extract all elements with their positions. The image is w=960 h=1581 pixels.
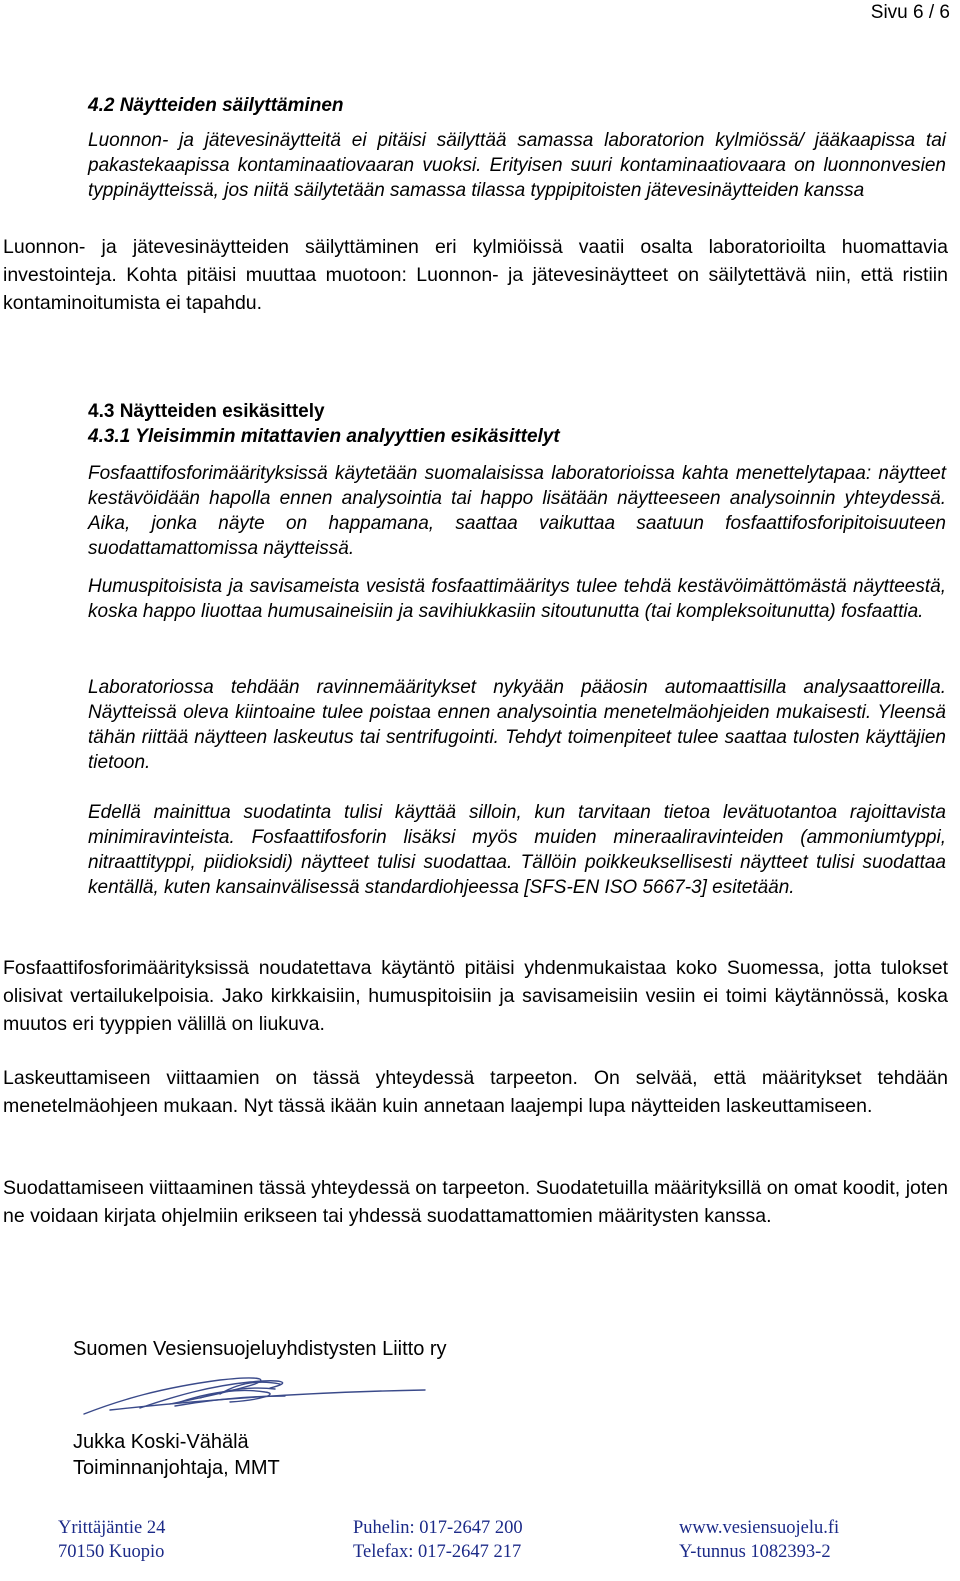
quoted-paragraph-2: Humuspitoisista ja savisameista vesistä fosfaattimääritys tulee tehdä kestävöimättömästä näytteestä, koska happo liuottaa humusaineisiin ja savihiukkasiin sitoutunutta (tai kompleksoitunutta) fosfaattia. xyxy=(88,576,946,622)
footer-address-line2: 70150 Kuopio xyxy=(58,1542,165,1562)
footer-address xyxy=(58,1516,165,1564)
footer-address-line1: Yrittäjäntie 24 xyxy=(58,1518,166,1538)
footer-contact xyxy=(353,1516,523,1564)
section-4-3-heading: 4.3 Näytteiden esikäsittely xyxy=(88,401,325,422)
organization-name: Suomen Vesiensuojeluyhdistysten Liitto ry xyxy=(73,1338,447,1360)
comment-paragraph-2: Laskeuttamiseen viittaamien on tässä yhteydessä tarpeeton. On selvää, että määritykset tehdään menetelmäohjeen mukaan. Nyt tässä ikään kuin annetaan laajempi lupa näytteiden laskeuttamiseen. xyxy=(3,1067,948,1117)
quoted-paragraph-1: Fosfaattifosforimäärityksissä käytetään suomalaisissa laboratorioissa kahta menettelytapaa: näytteet kestävöidään hapolla ennen analysointia tai happo lisätään näytteeseen analysoinnin yhteydessä. Aika, jonka näyte on happamana, saattaa vaikuttaa saatuun fosfaattifosforipitoisuuteen suodattamattomissa näytteissä. xyxy=(88,463,946,559)
comment-paragraph-1: Fosfaattifosforimäärityksissä noudatettava käytäntö pitäisi yhdenmukaistaa koko Suomessa, jotta tulokset olisivat vertailukelpoisia. Jako kirkkaisiin, humuspitoisiin ja savisameisiin vesiin ei toimi käytännössä, koska muutos eri tyyppien välillä on liukuva. xyxy=(3,957,948,1035)
footer-identity xyxy=(679,1516,839,1564)
quoted-paragraph-3: Laboratoriossa tehdään ravinnemääritykset nykyään pääosin automaattisilla analysaattoreilla. Näytteissä oleva kiintoaine tulee poistaa ennen analysointia menetelmäohjeiden mukaisesti. Yleensä tähän riittää näytteen laskeutus tai sentrifugointi. Tehdyt toimenpiteet tulee saattaa tulosten käyttäjien tietoon. xyxy=(88,677,946,773)
section-4-3-1-subheading: 4.3.1 Yleisimmin mitattavien analyyttien esikäsittelyt xyxy=(88,426,560,447)
section-4-2-comment: Luonnon- ja jätevesinäytteiden säilyttäminen eri kylmiöissä vaatii osalta laboratorioilta huomattavia investointeja. Kohta pitäisi muuttaa muotoon: Luonnon- ja jätevesinäytteet on säilytettävä niin, että ristiin kontaminoitumista ei tapahdu. xyxy=(3,236,948,314)
footer-fax: Telefax: 017-2647 217 xyxy=(353,1542,522,1562)
signer-name: Jukka Koski-Vähälä xyxy=(73,1431,249,1453)
section-4-2-heading: 4.2 Näytteiden säilyttäminen xyxy=(88,95,344,116)
signer-title: Toiminnanjohtaja, MMT xyxy=(73,1457,280,1479)
footer-website[interactable]: www.vesiensuojelu.fi xyxy=(679,1518,840,1538)
comment-paragraph-3: Suodattamiseen viittaaminen tässä yhteydessä on tarpeeton. Suodatetuilla määrityksillä on omat koodit, joten ne voidaan kirjata ohjelmiin erikseen tai yhdessä suodattamattomien määritysten kanssa. xyxy=(3,1177,948,1227)
quoted-paragraph-4: Edellä mainittua suodatinta tulisi käyttää silloin, kun tarvitaan tietoa levätuotantoa rajoittavista minimiravinteista. Fosfaattifosforin lisäksi myös muiden mineraaliravinteiden (ammoniumtyppi, nitraattityppi, piidioksidi) näytteet tulisi suodattaa. Tällöin poikkeuksellisesti näytteet tulisi suodattaa kentällä, kuten kansainvälisessä standardiohjeessa [SFS-EN ISO 5667-3] esitetään. xyxy=(88,802,946,898)
footer-phone: Puhelin: 017-2647 200 xyxy=(353,1518,523,1538)
page-number: Sivu 6 / 6 xyxy=(870,2,950,23)
handwritten-signature xyxy=(80,1370,430,1420)
footer-business-id: Y-tunnus 1082393-2 xyxy=(679,1542,831,1562)
section-4-2-quoted-text: Luonnon- ja jätevesinäytteitä ei pitäisi säilyttää samassa laboratorion kylmiössä/ jääkaapissa tai pakastekaapissa kontaminaatiovaaran vuoksi. Erityisen suuri kontaminaatiovaara on luonnonvesien typpinäytteissä, jos niitä säilytetään samassa tilassa typpipitoisten jätevesinäytteiden kanssa xyxy=(88,130,946,201)
